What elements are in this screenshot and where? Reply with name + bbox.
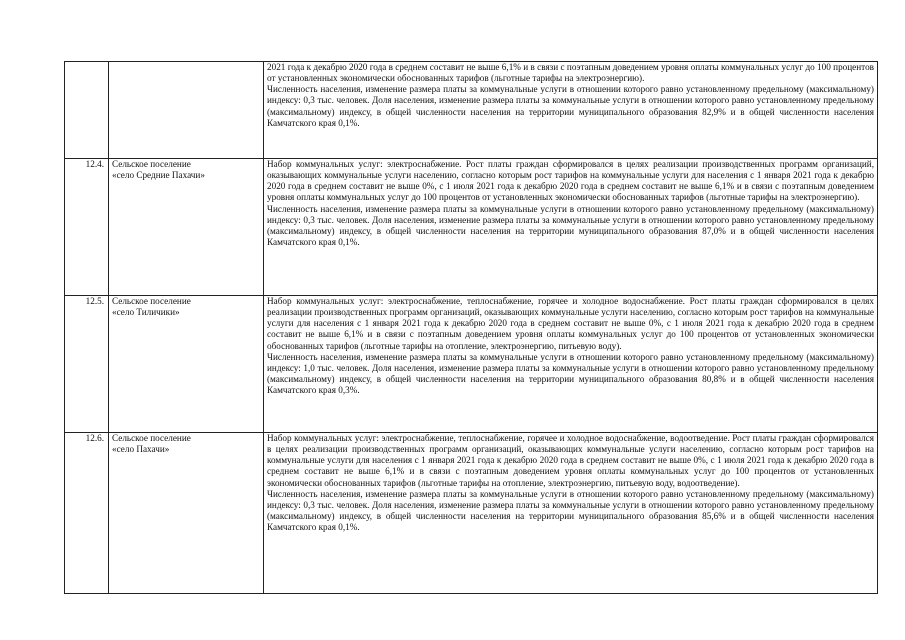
settlement-name-cell: [109, 433, 264, 594]
description-cell: [264, 296, 878, 433]
table-row: [65, 62, 878, 159]
population-paragraph: Численность населения, изменение размера платы за коммунальные услуги в отношении которого равно установленному предельному (максимальному) индексу: 0,3 тыс. человек. Доля населения, изменение размера платы за коммунальные услуги в отношении которого равно установленному предельному (максимальному) индексу, в общей численности населения на территории муниципального образования 87,0% и в общей численности населения Камчатского края 0,1%.: [267, 203, 874, 248]
settlement-name-line1: Сельское поселение: [112, 159, 191, 169]
population-paragraph: Численность населения, изменение размера платы за коммунальные услуги в отношении которого равно установленному предельному (максимальному) индексу: 0,3 тыс. человек. Доля населения, изменение размера платы за коммунальные услуги в отношении которого равно установленному предельному (максимальному) индексу, в общей численности населения на территории муниципального образования 82,9% и в общей численности населения Камчатского края 0,1%.: [267, 84, 874, 128]
services-paragraph: Набор коммунальных услуг: электроснабжение, теплоснабжение, горячее и холодное водоснабжение. Рост платы граждан сформировался в целях реализации производственных программ организаций, оказывающих коммунальные услуги населению, согласно которым рост тарифов на коммунальные услуги для населения с 1 января 2021 года к декабрю 2020 года в среднем составит не выше 0%, с 1 июля 2021 года к декабрю 2020 года в среднем составит не выше 6,1% и в связи с поэтапным доведением уровня оплаты коммунальных услуг до 100 процентов от установленных экономически обоснованных тарифов (льготные тарифы на отопление, электроэнергию, питьевую воду).: [267, 296, 874, 351]
settlement-name-line2: «село Средние Пахачи»: [112, 170, 205, 181]
table-row: [65, 296, 878, 433]
row-number: 12.6.: [65, 433, 109, 594]
services-paragraph: Набор коммунальных услуг: электроснабжение. Рост платы граждан сформировался в целях реализации производственных программ организаций, оказывающих коммунальные услуги населению, согласно которым рост тарифов на коммунальные услуги для населения с 1 января 2021 года к декабрю 2020 года в среднем составит не выше 0%, с 1 июля 2021 года к декабрю 2020 года в среднем составит не выше 6,1% и в связи с поэтапным доведением уровня оплаты коммунальных услуг до 100 процентов от установленных экономически обоснованных тарифов (льготные тарифы на электроэнергию).: [267, 159, 874, 203]
settlement-name-line2: «село Пахачи»: [112, 444, 170, 455]
description-cell: [264, 433, 878, 594]
row-number: 12.4.: [65, 159, 109, 296]
row-number: 12.5.: [65, 296, 109, 433]
description-cell: [264, 62, 878, 159]
settlement-name-cell: [109, 159, 264, 296]
population-paragraph: Численность населения, изменение размера платы за коммунальные услуги в отношении которого равно установленному предельному (максимальному) индексу: 0,3 тыс. человек. Доля населения, изменение размера платы за коммунальные услуги в отношении которого равно установленному предельному (максимальному) индексу, в общей численности населения на территории муниципального образования 85,6% и в общей численности населения Камчатского края 0,1%.: [267, 488, 874, 533]
population-paragraph: Численность населения, изменение размера платы за коммунальные услуги в отношении которого равно установленному предельному (максимальному) индексу: 1,0 тыс. человек. Доля населения, изменение размера платы за коммунальные услуги в отношении которого равно установленному предельному (максимальному) индексу, в общей численности населения на территории муниципального образования 80,8% и в общей численности населения Камчатского края 0,3%.: [267, 351, 874, 396]
utility-tariff-table: [64, 61, 878, 594]
table-row: [65, 159, 878, 296]
description-cell: [264, 159, 878, 296]
settlement-name-line1: Сельское поселение: [112, 433, 191, 443]
services-paragraph: Набор коммунальных услуг: электроснабжение, теплоснабжение, горячее и холодное водоснабжение, водоотведение. Рост платы граждан сформировался в целях реализации производственных программ организаций, оказывающих коммунальные услуги населению, согласно которым рост тарифов на коммунальные услуги для населения с 1 января 2021 года к декабрю 2020 года в среднем составит не выше 0%, с 1 июля 2021 года к декабрю 2020 года в среднем составит не выше 6,1% и в связи с поэтапным доведением уровня оплаты коммунальных услуг до 100 процентов от установленных экономически обоснованных тарифов (льготные тарифы на отопление, электроэнергию, питьевую воду, водоотведение).: [267, 433, 874, 488]
services-paragraph: 2021 года к декабрю 2020 года в среднем составит не выше 6,1% и в связи с поэтапным доведением уровня оплаты коммунальных услуг до 100 процентов от установленных экономически обоснованных тарифов (льготные тарифы на электроэнергию).: [267, 62, 874, 84]
row-number: [65, 62, 109, 159]
settlement-name-line1: Сельское поселение: [112, 296, 191, 306]
table-row: [65, 433, 878, 594]
settlement-name-cell: [109, 62, 264, 159]
settlement-name-line2: «село Тиличики»: [112, 307, 180, 318]
settlement-name-cell: [109, 296, 264, 433]
